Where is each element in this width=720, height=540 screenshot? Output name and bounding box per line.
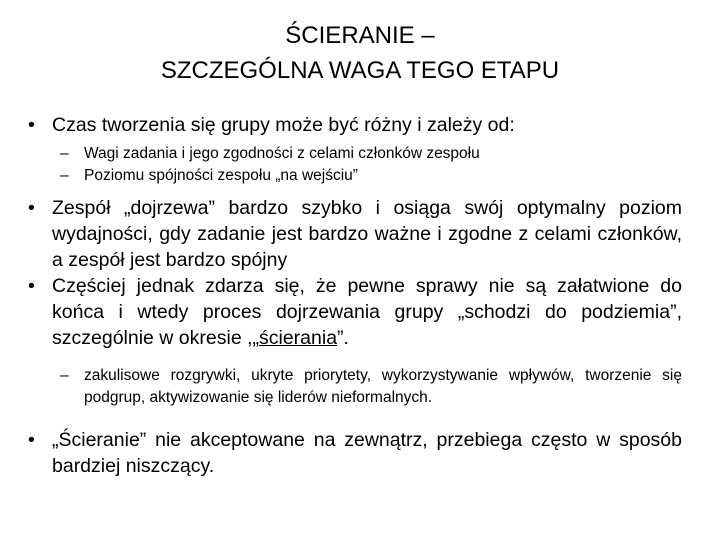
bullet-3-underlined-word: ścierania [259,327,338,349]
bullet-2-text: Zespół „dojrzewa” bardzo szybko i osiąga swój optymalny poziom wydajności, gdy zadanie jest bardzo ważne i zgodne z celami członków, a zespół jest bardzo spójny [52,197,682,271]
bullet-4 [28,427,682,479]
sub-bullet-3-1-text: zakulisowe rozgrywki, ukryte priorytety, wykorzystywanie wpływów, tworzenie się podgrup, aktywizowanie się liderów nieformalnych. [84,367,682,406]
title-line-2: SZCZEGÓLNA WAGA TEGO ETAPU [160,57,560,84]
bullet-3-text-before: Częściej jednak zdarza się, że pewne sprawy nie są załatwione do końca i wtedy proces dojrzewania grupy „schodzi do podziemia”, szczególnie w okresie ,„ [52,275,682,349]
slide-body [28,112,682,479]
bullet-marker: • [28,275,35,297]
bullet-marker: • [28,197,35,219]
sub-bullet-1-1 [28,143,682,165]
bullet-1-text: Czas tworzenia się grupy może być różny i zależy od: [52,114,515,136]
bullet-4-text: „Ścieranie” nie akceptowane na zewnątrz, przebiega często w sposób bardziej niszczący. [52,429,682,477]
bullet-2 [28,195,682,273]
bullet-marker: • [28,429,35,451]
bullet-3 [28,273,682,351]
sub-bullet-1-2-text: Poziomu spójności zespołu „na wejściu” [84,167,358,184]
sub-bullet-1-1-text: Wagi zadania i jego zgodności z celami członków zespołu [84,145,480,162]
slide-title [60,18,660,88]
sub-bullet-marker: – [60,167,69,184]
title-line-1: ŚCIERANIE – [285,22,435,49]
sub-bullet-3-1 [28,365,682,409]
bullet-1 [28,112,682,138]
sub-bullet-marker: – [60,145,69,162]
bullet-3-text-after: ”. [337,327,349,349]
sub-bullet-marker: – [60,367,69,384]
bullet-3-text [52,275,682,349]
bullet-marker: • [28,114,35,136]
sub-bullet-1-2 [28,165,682,187]
